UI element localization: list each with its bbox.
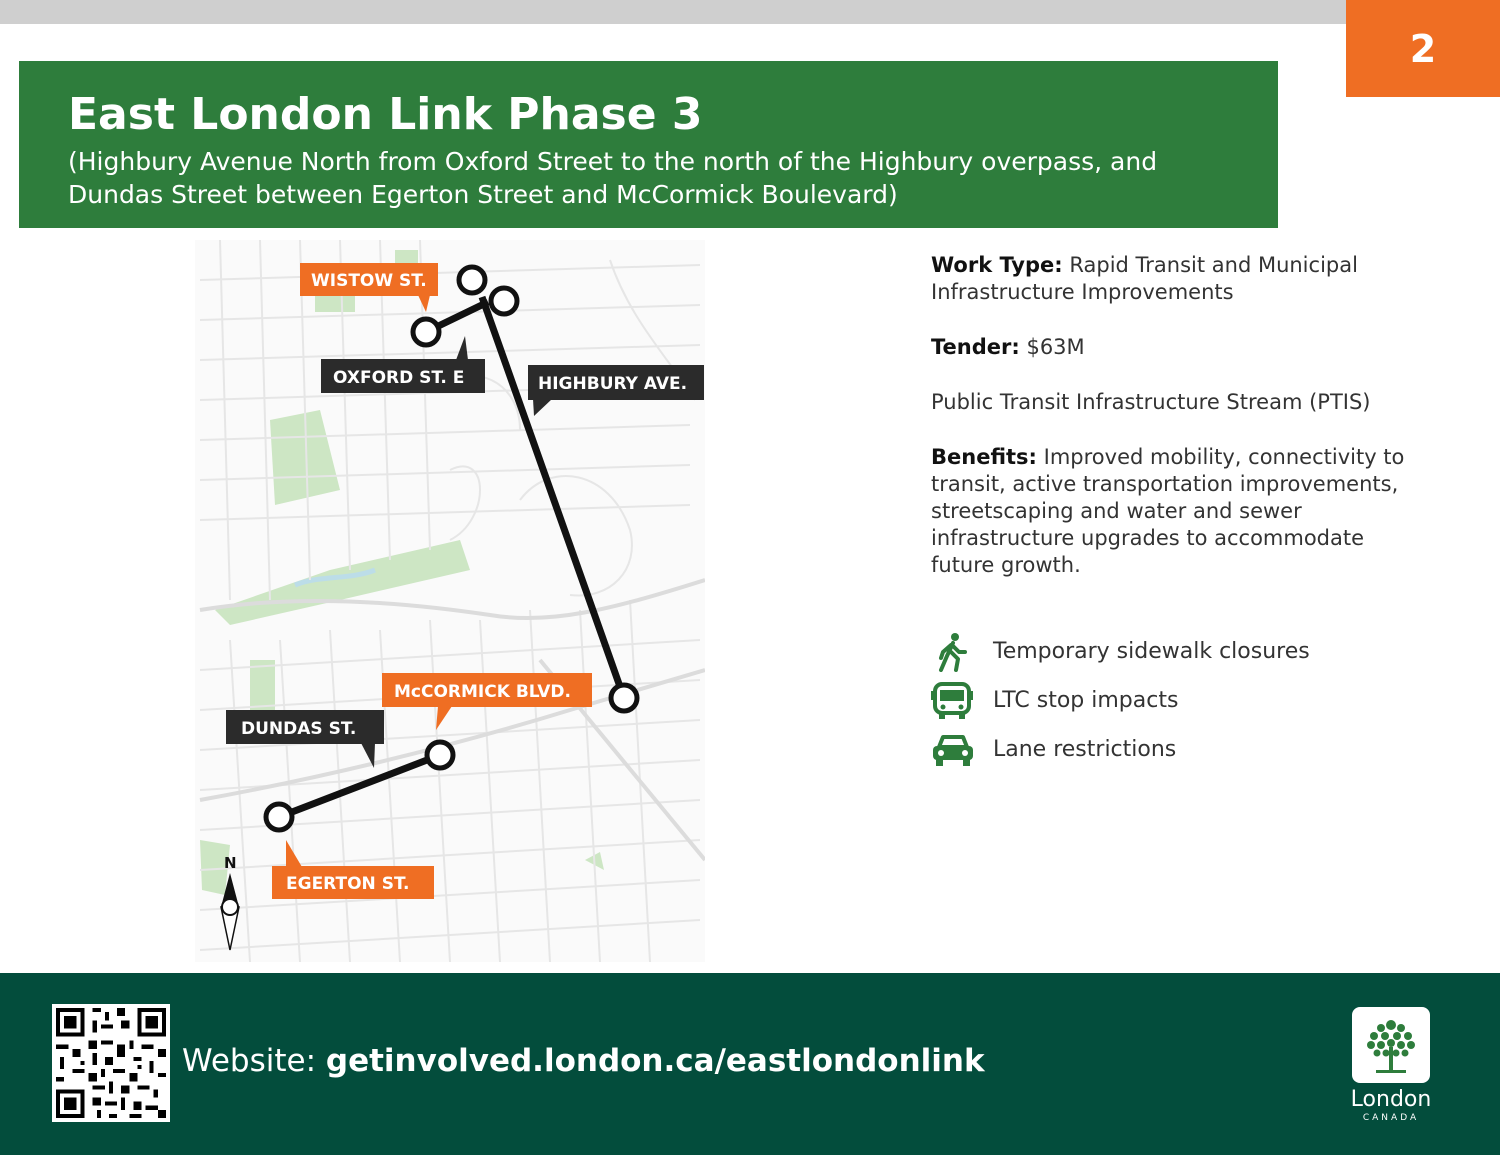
tender: Tender: $63M (931, 335, 1085, 359)
svg-text:EGERTON ST.: EGERTON ST. (286, 874, 410, 894)
map-background (190, 240, 710, 965)
page-number-badge: 2 (1346, 0, 1500, 97)
impact-item: LTC stop impacts (931, 676, 1411, 725)
impact-item: Temporary sidewalk closures (931, 627, 1411, 676)
endpoint-marker (491, 288, 517, 314)
footer (0, 973, 1500, 1155)
svg-text:DUNDAS ST.: DUNDAS ST. (241, 719, 357, 739)
endpoint-marker (611, 685, 637, 711)
website-link[interactable]: Website: getinvolved.london.ca/eastlondonlink (182, 1043, 985, 1079)
header-banner (19, 61, 1278, 228)
svg-text:N: N (224, 854, 237, 872)
svg-text:WISTOW ST.: WISTOW ST. (311, 271, 427, 291)
funding-stream: Public Transit Infrastructure Stream (PTIS) (931, 390, 1371, 414)
impact-item: Lane restrictions (931, 725, 1411, 774)
car-icon (931, 730, 981, 770)
page-title: East London Link Phase 3 (68, 89, 703, 140)
svg-text:OXFORD ST. E: OXFORD ST. E (333, 368, 465, 388)
svg-text:HIGHBURY AVE.: HIGHBURY AVE. (538, 374, 688, 394)
pedestrian-icon (931, 632, 981, 672)
work-type: Work Type: Rapid Transit and Municipal Infrastructure Improvements (931, 253, 1358, 304)
qr-code-icon[interactable] (52, 1004, 170, 1122)
endpoint-marker (413, 319, 439, 345)
svg-text:McCORMICK BLVD.: McCORMICK BLVD. (394, 682, 571, 702)
endpoint-marker (427, 742, 453, 768)
city-of-london-logo: London CANADA (1346, 1007, 1436, 1127)
page-subtitle: (Highbury Avenue North from Oxford Street to the north of the Highbury overpass, and Dundas Street between Egerton Street and McCormick Boulevard) (68, 147, 1158, 209)
top-bar (0, 0, 1346, 24)
project-info (931, 252, 1421, 607)
benefits: Benefits: Improved mobility, connectivity to transit, active transportation improvements, streetscaping and water and sewer infrastructure upgrades to accommodate future growth. (931, 445, 1405, 577)
endpoint-marker (266, 804, 292, 830)
impacts-list (931, 627, 1411, 774)
tree-icon (1352, 1007, 1430, 1083)
bus-icon (931, 681, 981, 721)
project-map (190, 240, 710, 965)
endpoint-marker (459, 267, 485, 293)
